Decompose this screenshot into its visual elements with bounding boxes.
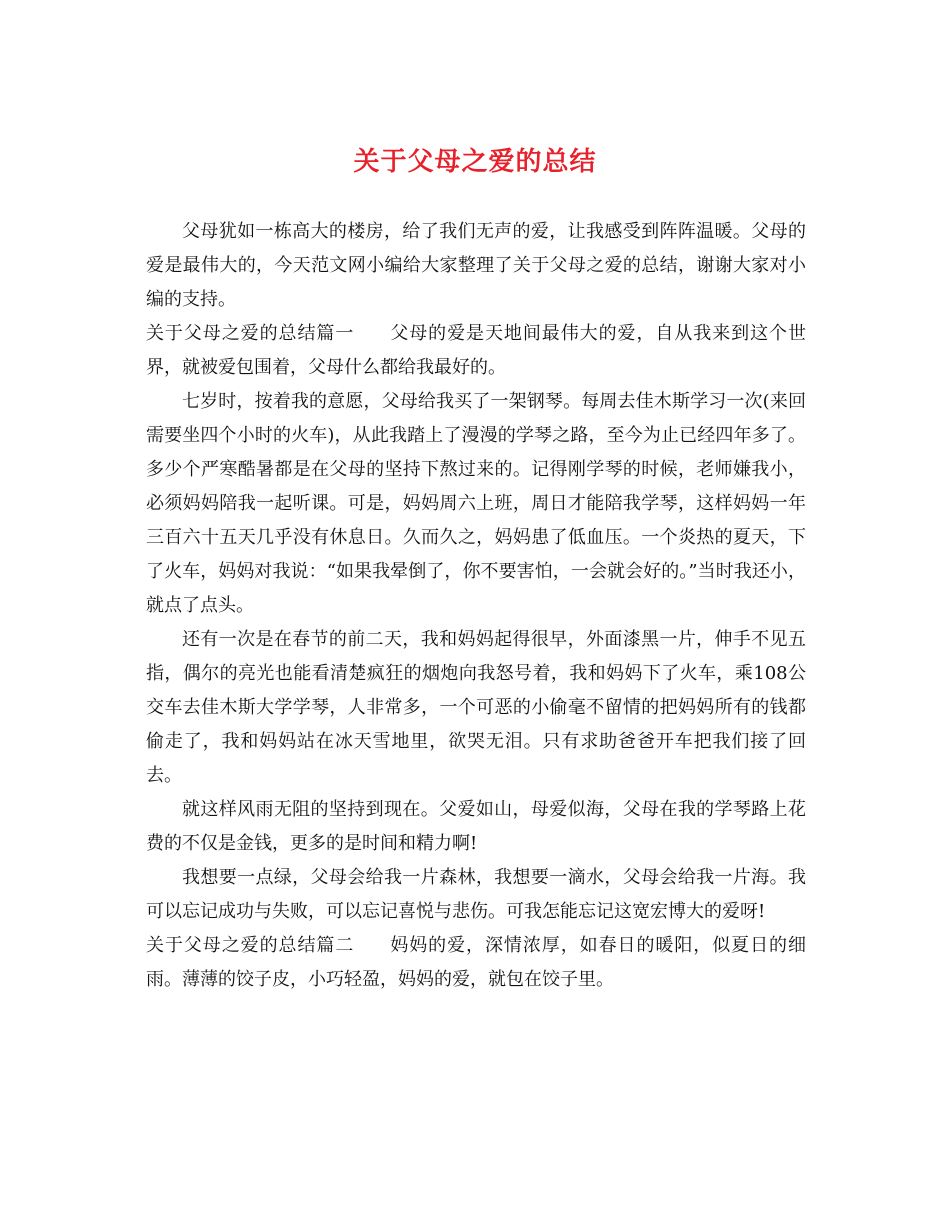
section-two-text: 妈妈的爱，深情浓厚，如春日的暖阳，似夏日的细雨。薄薄的饺子皮，小巧轻盈，妈妈的爱，就包在饺子里。	[146, 935, 806, 990]
section-two-heading: 关于父母之爱的总结篇二	[146, 935, 355, 956]
section-one-text: 父母的爱是天地间最伟大的爱，自从我来到这个世界，就被爱包围着，父母什么都给我最好的。	[146, 323, 806, 378]
section-one	[146, 317, 806, 385]
section-two	[146, 929, 806, 997]
paragraph-forest-sea: 我想要一点绿，父母会给我一片森林，我想要一滴水，父母会给我一片海。我可以忘记成功与失败，可以忘记喜悦与悲伤。可我怎能忘记这宽宏博大的爱呀!	[146, 867, 806, 922]
paragraph-spring-festival: 还有一次是在春节的前二天，我和妈妈起得很早，外面漆黑一片，伸手不见五指，偶尔的亮光也能看清楚疯狂的烟炮向我怒号着，我和妈妈下了火车，乘108公交车去佳木斯大学学琴，人非常多，一个可恶的小偷毫不留情的把妈妈所有的钱都偷走了，我和妈妈站在冰天雪地里，欲哭无泪。只有求助爸爸开车把我们接了回去。	[146, 629, 806, 786]
document-body	[146, 215, 806, 997]
paragraph-piano: 七岁时，按着我的意愿，父母给我买了一架钢琴。每周去佳木斯学习一次(来回需要坐四个小时的火车)，从此我踏上了漫漫的学琴之路，至今为止已经四年多了。多少个严寒酷暑都是在父母的坚持下熬过来的。记得刚学琴的时候，老师嫌我小，必须妈妈陪我一起听课。可是，妈妈周六上班，周日才能陪我学琴，这样妈妈一年三百六十五天几乎没有休息日。久而久之，妈妈患了低血压。一个炎热的夏天，下了火车，妈妈对我说：“如果我晕倒了，你不要害怕，一会就会好的。”当时我还小，就点了点头。	[146, 391, 806, 616]
intro-paragraph: 父母犹如一栋高大的楼房，给了我们无声的爱，让我感受到阵阵温暖。父母的爱是最伟大的，今天范文网小编给大家整理了关于父母之爱的总结，谢谢大家对小编的支持。	[146, 221, 806, 310]
section-one-heading: 关于父母之爱的总结篇一	[146, 323, 355, 344]
document-title: 关于父母之爱的总结	[353, 147, 597, 177]
paragraph-perseverance: 就这样风雨无阻的坚持到现在。父爱如山，母爱似海，父母在我的学琴路上花费的不仅是金钱，更多的是时间和精力啊!	[146, 799, 806, 854]
